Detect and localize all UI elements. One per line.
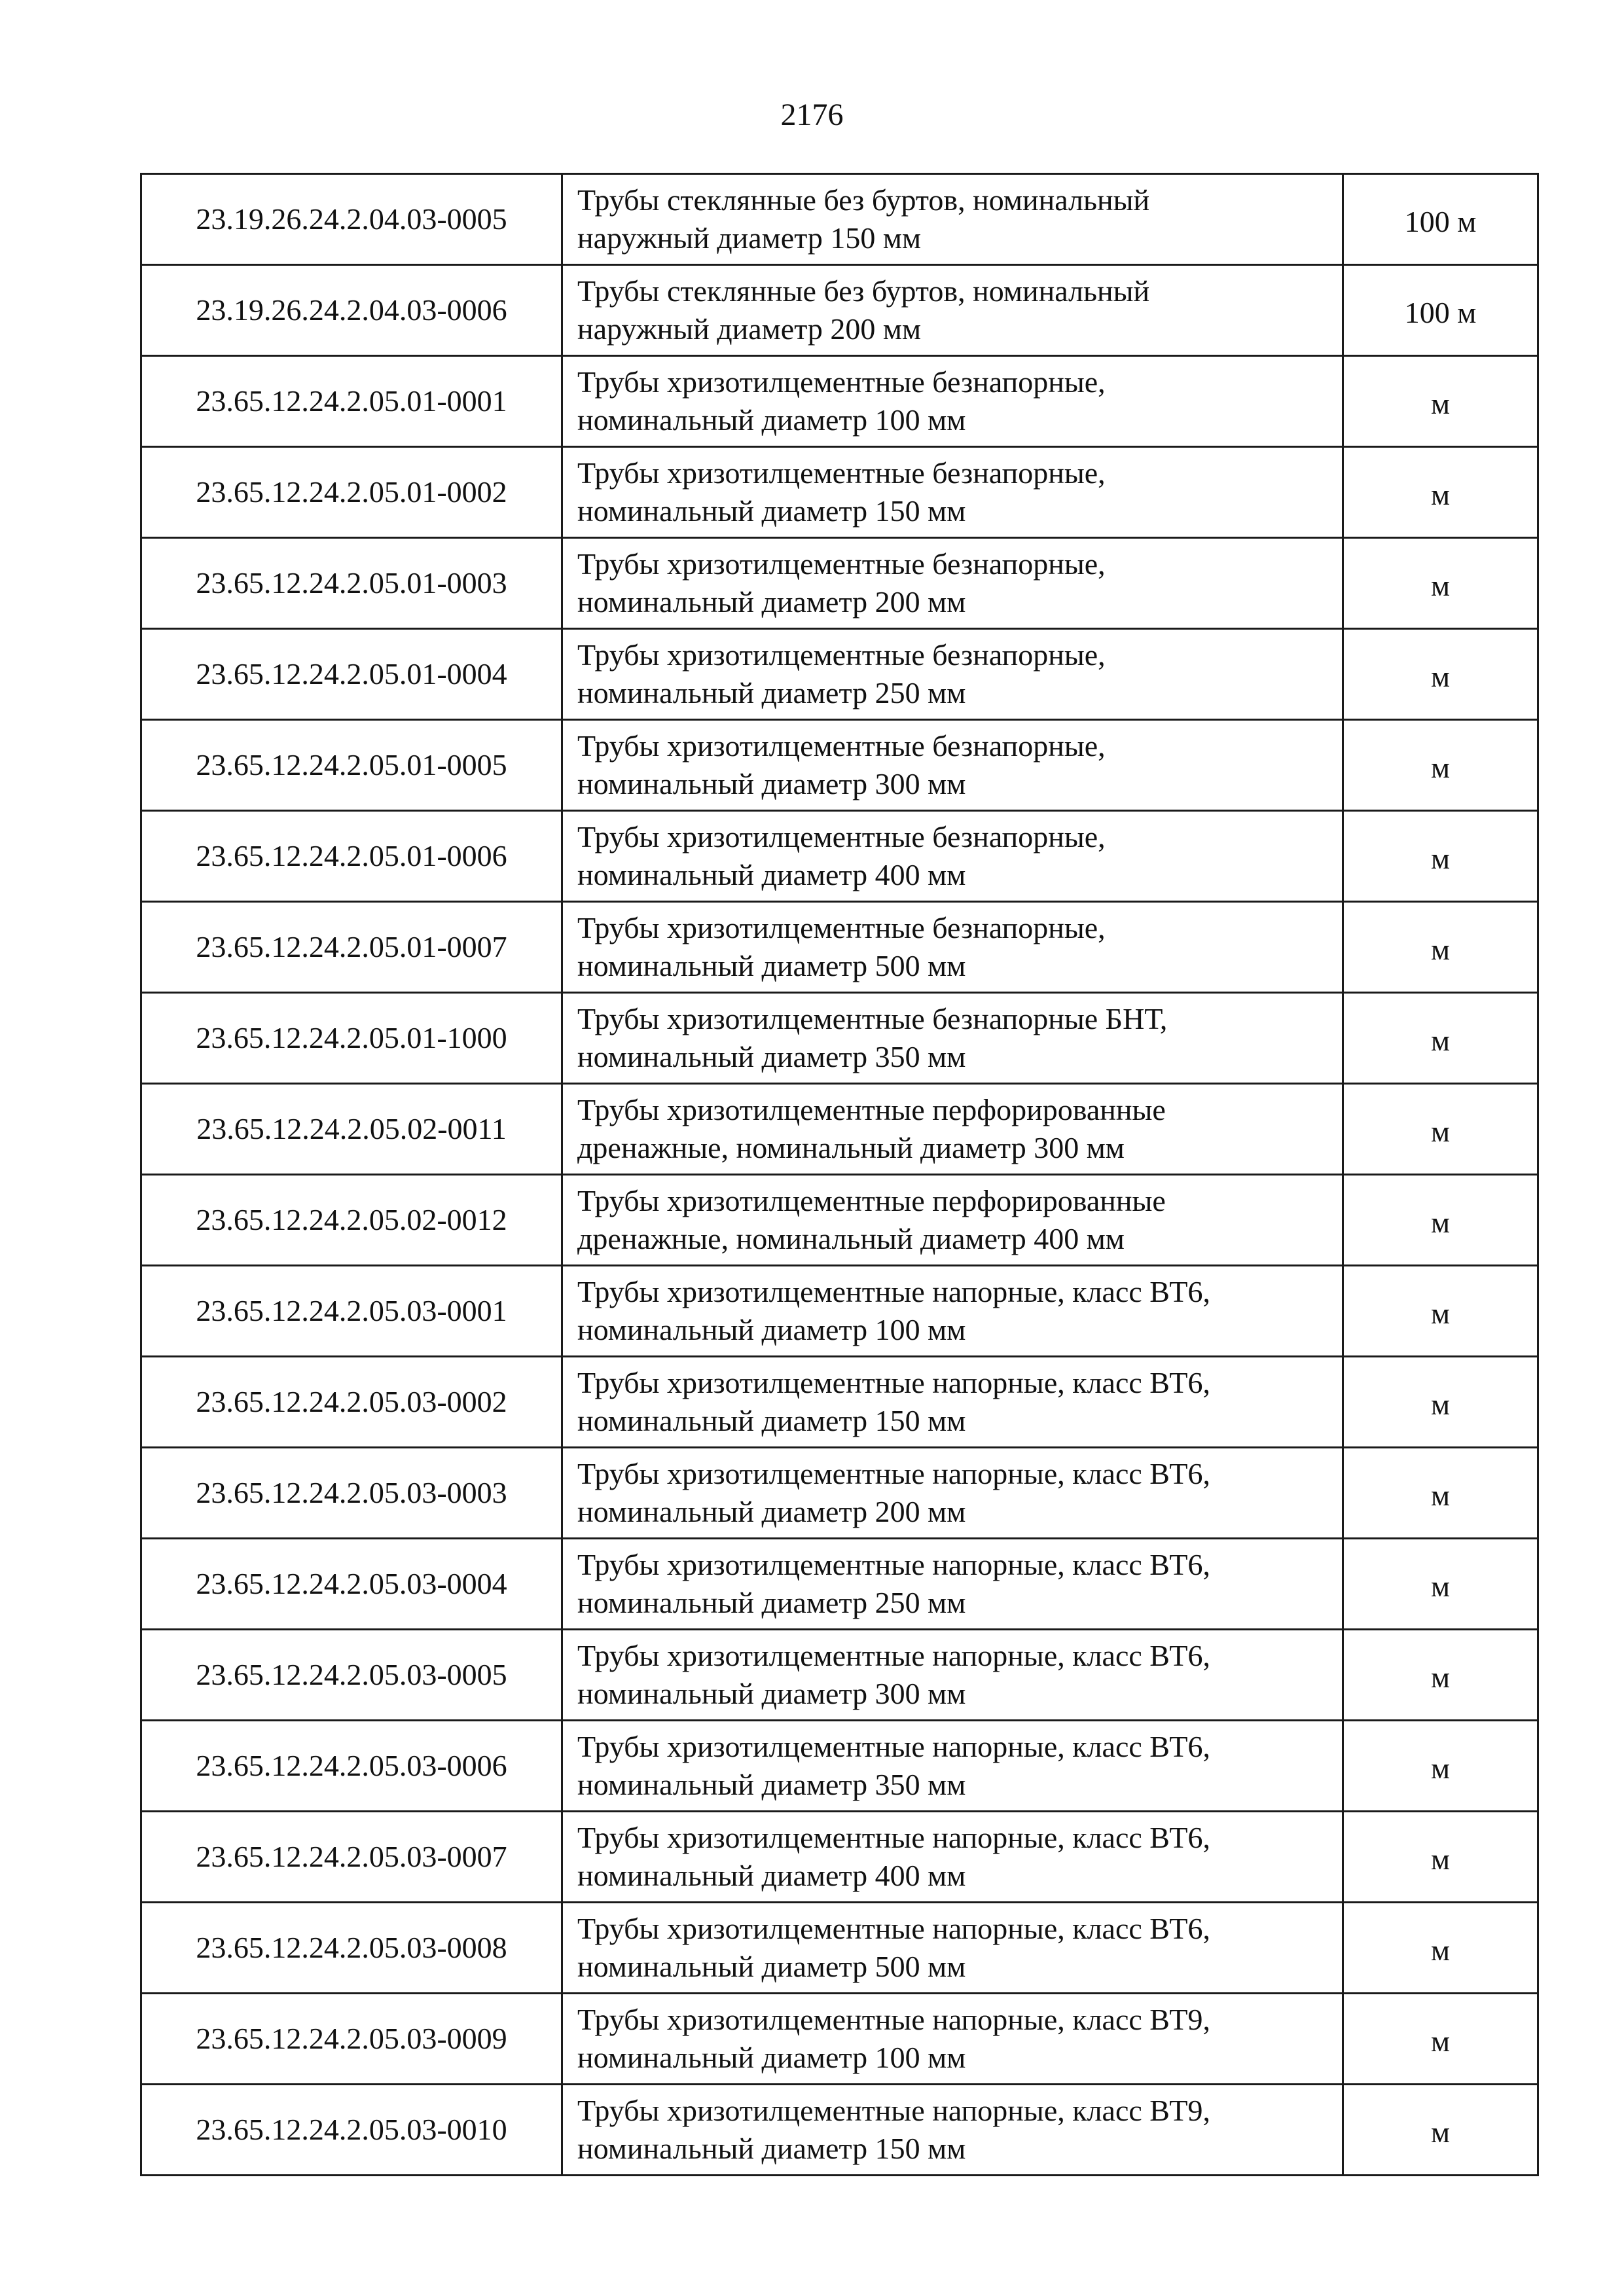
- resource-description-cell: [562, 265, 1343, 356]
- unit-cell: м: [1343, 1084, 1538, 1175]
- description-line-2: номинальный диаметр 150 мм: [577, 2132, 966, 2165]
- unit-cell: м: [1343, 1630, 1538, 1721]
- table-row: [141, 629, 1538, 720]
- unit-cell: м: [1343, 811, 1538, 902]
- resource-description-cell: [562, 811, 1343, 902]
- resource-description-cell: [562, 902, 1343, 993]
- unit-cell: м: [1343, 1175, 1538, 1266]
- table-row: [141, 1175, 1538, 1266]
- description-line-1: Трубы хризотилцементные напорные, класс ВТ6,: [577, 1548, 1210, 1581]
- description-line-2: номинальный диаметр 350 мм: [577, 1040, 966, 1073]
- description-line-1: Трубы хризотилцементные безнапорные,: [577, 729, 1106, 762]
- resource-description-cell: [562, 447, 1343, 538]
- description-line-1: Трубы хризотилцементные безнапорные,: [577, 820, 1106, 853]
- description-line-2: номинальный диаметр 500 мм: [577, 1950, 966, 1983]
- resource-description-cell: [562, 1084, 1343, 1175]
- resource-code-cell: 23.65.12.24.2.05.03-0005: [141, 1630, 562, 1721]
- description-line-2: номинальный диаметр 150 мм: [577, 494, 966, 528]
- description-line-2: дренажные, номинальный диаметр 300 мм: [577, 1131, 1125, 1164]
- table-row: [141, 356, 1538, 447]
- unit-cell: м: [1343, 1812, 1538, 1903]
- description-line-1: Трубы хризотилцементные напорные, класс ВТ6,: [577, 1821, 1210, 1854]
- resource-code-cell: 23.65.12.24.2.05.03-0003: [141, 1448, 562, 1539]
- resource-description-cell: [562, 993, 1343, 1084]
- table-row: [141, 1084, 1538, 1175]
- resource-description-cell: [562, 1175, 1343, 1266]
- resource-code-cell: 23.65.12.24.2.05.03-0001: [141, 1266, 562, 1357]
- resource-description-cell: [562, 1903, 1343, 1994]
- description-line-1: Трубы хризотилцементные безнапорные,: [577, 365, 1106, 399]
- unit-cell: м: [1343, 1539, 1538, 1630]
- table-row: [141, 1357, 1538, 1448]
- resource-code-cell: 23.65.12.24.2.05.01-0007: [141, 902, 562, 993]
- unit-cell: м: [1343, 2085, 1538, 2176]
- unit-cell: м: [1343, 1448, 1538, 1539]
- table-row: [141, 902, 1538, 993]
- table-body: [141, 174, 1538, 2176]
- resource-description-cell: [562, 1266, 1343, 1357]
- resource-code-cell: 23.65.12.24.2.05.01-0004: [141, 629, 562, 720]
- description-line-1: Трубы хризотилцементные напорные, класс ВТ6,: [577, 1457, 1210, 1490]
- description-line-1: Трубы хризотилцементные напорные, класс ВТ9,: [577, 2094, 1210, 2127]
- resource-code-cell: 23.65.12.24.2.05.01-0002: [141, 447, 562, 538]
- unit-cell: м: [1343, 1994, 1538, 2085]
- resource-code-cell: 23.65.12.24.2.05.01-1000: [141, 993, 562, 1084]
- description-line-1: Трубы хризотилцементные безнапорные,: [577, 911, 1106, 944]
- table-row: [141, 447, 1538, 538]
- resource-code-cell: 23.65.12.24.2.05.03-0010: [141, 2085, 562, 2176]
- table-row: [141, 174, 1538, 265]
- resource-code-cell: 23.65.12.24.2.05.03-0002: [141, 1357, 562, 1448]
- description-line-2: номинальный диаметр 300 мм: [577, 767, 966, 800]
- description-line-1: Трубы хризотилцементные напорные, класс ВТ6,: [577, 1730, 1210, 1763]
- description-line-1: Трубы хризотилцементные напорные, класс ВТ6,: [577, 1912, 1210, 1945]
- resource-code-cell: 23.65.12.24.2.05.02-0012: [141, 1175, 562, 1266]
- resource-code-cell: 23.65.12.24.2.05.01-0006: [141, 811, 562, 902]
- unit-cell: м: [1343, 629, 1538, 720]
- unit-cell: м: [1343, 993, 1538, 1084]
- table-row: [141, 993, 1538, 1084]
- description-line-1: Трубы хризотилцементные напорные, класс ВТ9,: [577, 2003, 1210, 2036]
- table-row: [141, 1266, 1538, 1357]
- description-line-1: Трубы хризотилцементные напорные, класс ВТ6,: [577, 1366, 1210, 1399]
- description-line-1: Трубы хризотилцементные безнапорные,: [577, 456, 1106, 490]
- unit-cell: м: [1343, 1266, 1538, 1357]
- table-row: [141, 2085, 1538, 2176]
- unit-cell: м: [1343, 1721, 1538, 1812]
- resource-description-cell: [562, 2085, 1343, 2176]
- unit-cell: м: [1343, 720, 1538, 811]
- description-line-1: Трубы хризотилцементные безнапорные,: [577, 547, 1106, 581]
- description-line-1: Трубы стеклянные без буртов, номинальный: [577, 183, 1150, 217]
- resource-description-cell: [562, 174, 1343, 265]
- resource-code-cell: 23.65.12.24.2.05.01-0001: [141, 356, 562, 447]
- table-row: [141, 1903, 1538, 1994]
- description-line-1: Трубы хризотилцементные напорные, класс ВТ6,: [577, 1275, 1210, 1308]
- unit-cell: м: [1343, 902, 1538, 993]
- description-line-2: номинальный диаметр 100 мм: [577, 403, 966, 437]
- description-line-1: Трубы хризотилцементные безнапорные,: [577, 638, 1106, 672]
- resource-code-cell: 23.65.12.24.2.05.03-0009: [141, 1994, 562, 2085]
- description-line-2: номинальный диаметр 400 мм: [577, 1859, 966, 1892]
- description-line-2: номинальный диаметр 250 мм: [577, 676, 966, 709]
- description-line-2: номинальный диаметр 150 мм: [577, 1404, 966, 1437]
- description-line-2: номинальный диаметр 200 мм: [577, 585, 966, 619]
- resource-description-cell: [562, 1812, 1343, 1903]
- description-line-1: Трубы хризотилцементные перфорированные: [577, 1093, 1166, 1126]
- unit-cell: м: [1343, 356, 1538, 447]
- table-row: [141, 1721, 1538, 1812]
- description-line-2: номинальный диаметр 100 мм: [577, 2041, 966, 2074]
- table-row: [141, 265, 1538, 356]
- description-line-2: номинальный диаметр 300 мм: [577, 1677, 966, 1710]
- resource-code-cell: 23.65.12.24.2.05.02-0011: [141, 1084, 562, 1175]
- resource-code-cell: 23.65.12.24.2.05.03-0006: [141, 1721, 562, 1812]
- resource-code-cell: 23.65.12.24.2.05.01-0003: [141, 538, 562, 629]
- description-line-2: наружный диаметр 200 мм: [577, 312, 922, 346]
- unit-cell: 100 м: [1343, 174, 1538, 265]
- unit-cell: м: [1343, 1903, 1538, 1994]
- resource-description-cell: [562, 1539, 1343, 1630]
- resource-description-cell: [562, 1721, 1343, 1812]
- description-line-2: номинальный диаметр 350 мм: [577, 1768, 966, 1801]
- resource-description-cell: [562, 538, 1343, 629]
- resource-code-cell: 23.19.26.24.2.04.03-0006: [141, 265, 562, 356]
- resource-description-cell: [562, 720, 1343, 811]
- resource-code-cell: 23.19.26.24.2.04.03-0005: [141, 174, 562, 265]
- description-line-2: номинальный диаметр 400 мм: [577, 858, 966, 891]
- unit-cell: м: [1343, 447, 1538, 538]
- table-row: [141, 720, 1538, 811]
- description-line-2: номинальный диаметр 250 мм: [577, 1586, 966, 1619]
- description-line-1: Трубы хризотилцементные перфорированные: [577, 1184, 1166, 1217]
- table-row: [141, 1630, 1538, 1721]
- table-row: [141, 538, 1538, 629]
- description-line-2: номинальный диаметр 100 мм: [577, 1313, 966, 1346]
- resource-description-cell: [562, 356, 1343, 447]
- table-row: [141, 1812, 1538, 1903]
- resource-description-cell: [562, 1448, 1343, 1539]
- unit-cell: 100 м: [1343, 265, 1538, 356]
- description-line-1: Трубы хризотилцементные напорные, класс ВТ6,: [577, 1639, 1210, 1672]
- description-line-1: Трубы стеклянные без буртов, номинальный: [577, 274, 1150, 308]
- resource-code-cell: 23.65.12.24.2.05.03-0007: [141, 1812, 562, 1903]
- description-line-2: номинальный диаметр 200 мм: [577, 1495, 966, 1528]
- description-line-2: номинальный диаметр 500 мм: [577, 949, 966, 982]
- resource-code-cell: 23.65.12.24.2.05.03-0004: [141, 1539, 562, 1630]
- table-row: [141, 1539, 1538, 1630]
- resource-description-cell: [562, 1994, 1343, 2085]
- table-row: [141, 1448, 1538, 1539]
- table-row: [141, 1994, 1538, 2085]
- unit-cell: м: [1343, 538, 1538, 629]
- table-row: [141, 811, 1538, 902]
- resource-description-cell: [562, 1630, 1343, 1721]
- resource-code-cell: 23.65.12.24.2.05.01-0005: [141, 720, 562, 811]
- materials-table: [140, 173, 1539, 2176]
- resource-description-cell: [562, 629, 1343, 720]
- description-line-2: дренажные, номинальный диаметр 400 мм: [577, 1222, 1125, 1255]
- unit-cell: м: [1343, 1357, 1538, 1448]
- page-number: 2176: [780, 98, 844, 132]
- description-line-2: наружный диаметр 150 мм: [577, 221, 922, 255]
- description-line-1: Трубы хризотилцементные безнапорные БНТ,: [577, 1002, 1168, 1035]
- resource-code-cell: 23.65.12.24.2.05.03-0008: [141, 1903, 562, 1994]
- resource-description-cell: [562, 1357, 1343, 1448]
